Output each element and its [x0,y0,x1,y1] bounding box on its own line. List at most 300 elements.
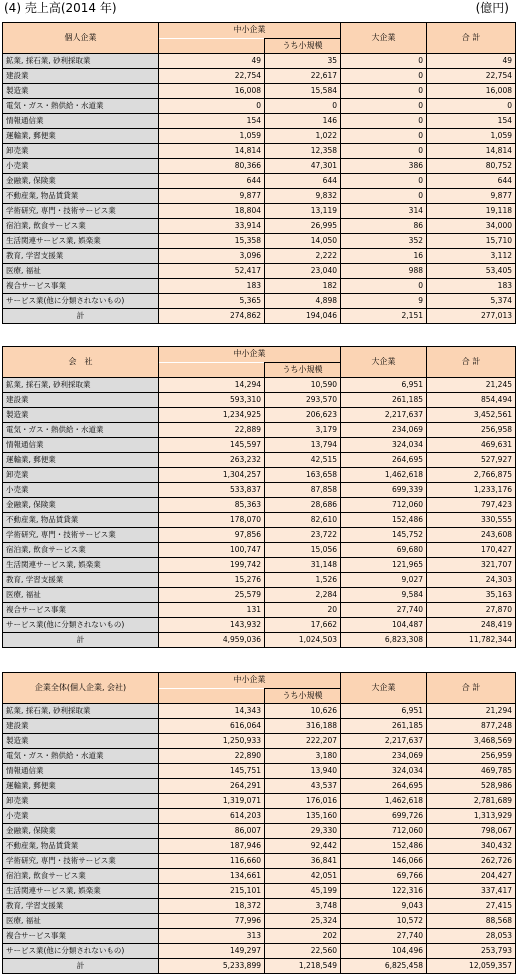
small-scale-value: 135,160 [265,809,341,824]
table-row [3,839,516,854]
total-value: 797,423 [427,498,516,513]
large-value: 324,034 [341,764,427,779]
small-scale-value: 206,623 [265,408,341,423]
large-value: 261,185 [341,719,427,734]
sme-value: 14,343 [159,704,265,719]
large-value: 712,060 [341,824,427,839]
total-value: 88,568 [427,914,516,929]
industry-name: 生活関連サービス業, 娯楽業 [3,234,159,249]
large-value: 0 [341,114,427,129]
industry-name: 情報通信業 [3,438,159,453]
large-header: 大企業 [341,347,427,378]
total-header: 合 計 [427,347,516,378]
sme-value: 199,742 [159,558,265,573]
small-scale-value: 35 [265,54,341,69]
industry-name: 鉱業, 採石業, 砂利採取業 [3,378,159,393]
industry-name: 金融業, 保険業 [3,498,159,513]
industry-name: 情報通信業 [3,114,159,129]
grand-total: 11,782,344 [427,633,516,648]
large-value: 324,034 [341,438,427,453]
header-row [3,23,516,39]
total-value: 27,870 [427,603,516,618]
sme-value: 263,232 [159,453,265,468]
industry-name: 金融業, 保険業 [3,174,159,189]
small-scale-value: 87,858 [265,483,341,498]
table-row [3,264,516,279]
large-value: 2,217,637 [341,734,427,749]
small-scale-value: 23,722 [265,528,341,543]
grand-total: 277,013 [427,309,516,324]
total-value: 1,313,929 [427,809,516,824]
total-value: 321,707 [427,558,516,573]
industry-name: 生活関連サービス業, 娯楽業 [3,884,159,899]
sme-value: 1,234,925 [159,408,265,423]
small-scale-value: 1,526 [265,573,341,588]
industry-name: 複合サービス事業 [3,929,159,944]
large-value: 1,462,618 [341,794,427,809]
total-value: 243,608 [427,528,516,543]
sme-value: 97,856 [159,528,265,543]
small-scale-value: 3,179 [265,423,341,438]
large-value: 988 [341,264,427,279]
industry-name: 建設業 [3,69,159,84]
sme-value: 116,660 [159,854,265,869]
small-scale-total: 194,046 [265,309,341,324]
industry-name: 製造業 [3,408,159,423]
large-value: 0 [341,69,427,84]
table-row [3,69,516,84]
sme-value: 33,914 [159,219,265,234]
small-scale-value: 293,570 [265,393,341,408]
total-value: 35,163 [427,588,516,603]
sme-total: 274,862 [159,309,265,324]
large-value: 6,951 [341,378,427,393]
table-row [3,114,516,129]
small-scale-value: 43,537 [265,779,341,794]
page-title: (4) 売上高(2014 年) [4,1,117,15]
sme-total: 5,233,899 [159,959,265,974]
table-row [3,393,516,408]
total-value: 0 [427,99,516,114]
industry-name: 小売業 [3,159,159,174]
sme-value: 143,932 [159,618,265,633]
sme-value: 15,358 [159,234,265,249]
large-value: 0 [341,174,427,189]
total-value: 340,432 [427,839,516,854]
large-value: 69,766 [341,869,427,884]
table-row [3,573,516,588]
industry-name: 複合サービス事業 [3,279,159,294]
total-value: 256,959 [427,749,516,764]
large-value: 9,027 [341,573,427,588]
small-scale-value: 3,180 [265,749,341,764]
sme-value: 644 [159,174,265,189]
table-row [3,809,516,824]
total-value: 16,008 [427,84,516,99]
total-value: 262,726 [427,854,516,869]
sme-value: 1,319,071 [159,794,265,809]
large-value: 0 [341,129,427,144]
total-value: 3,452,561 [427,408,516,423]
small-scale-value: 92,442 [265,839,341,854]
total-value: 21,294 [427,704,516,719]
small-scale-value: 15,056 [265,543,341,558]
large-value: 9 [341,294,427,309]
large-value: 145,752 [341,528,427,543]
table-row [3,279,516,294]
total-value: 2,781,689 [427,794,516,809]
total-value: 2,766,875 [427,468,516,483]
industry-name: 卸売業 [3,468,159,483]
small-scale-header: うち小規模 [265,39,341,54]
industry-name: 運輸業, 郵便業 [3,453,159,468]
large-value: 386 [341,159,427,174]
sme-header-blank [159,39,265,54]
large-value: 0 [341,144,427,159]
large-value: 234,069 [341,423,427,438]
unit-label: (億円) [475,1,509,15]
sme-value: 14,294 [159,378,265,393]
small-scale-value: 25,324 [265,914,341,929]
total-value: 854,494 [427,393,516,408]
total-value: 27,415 [427,899,516,914]
table-row [3,779,516,794]
sme-value: 18,372 [159,899,265,914]
small-scale-value: 13,119 [265,204,341,219]
industry-name: 医療, 福祉 [3,914,159,929]
large-value: 0 [341,99,427,114]
total-value: 19,118 [427,204,516,219]
large-value: 9,043 [341,899,427,914]
large-total: 2,151 [341,309,427,324]
total-value: 22,754 [427,69,516,84]
sme-value: 18,804 [159,204,265,219]
small-scale-value: 644 [265,174,341,189]
total-value: 469,631 [427,438,516,453]
industry-name: 教育, 学習支援業 [3,899,159,914]
table-row [3,234,516,249]
small-scale-value: 13,794 [265,438,341,453]
table-row [3,423,516,438]
large-value: 0 [341,54,427,69]
small-scale-value: 13,940 [265,764,341,779]
small-scale-value: 2,222 [265,249,341,264]
sme-value: 25,579 [159,588,265,603]
small-scale-value: 10,626 [265,704,341,719]
sme-header: 中小企業 [159,673,341,689]
large-total: 6,825,458 [341,959,427,974]
total-value: 527,927 [427,453,516,468]
sme-value: 187,946 [159,839,265,854]
table-row [3,498,516,513]
table-row [3,704,516,719]
industry-name: 電気・ガス・熱供給・水道業 [3,423,159,438]
industry-name: 金融業, 保険業 [3,824,159,839]
total-value: 330,555 [427,513,516,528]
industry-name: 電気・ガス・熱供給・水道業 [3,99,159,114]
industry-name: 学術研究, 専門・技術サービス業 [3,528,159,543]
total-value: 204,427 [427,869,516,884]
data-table [2,22,516,324]
small-scale-value: 47,301 [265,159,341,174]
category-header: 個人企業 [3,23,159,54]
industry-name: 生活関連サービス業, 娯楽業 [3,558,159,573]
small-scale-value: 3,748 [265,899,341,914]
sme-value: 134,661 [159,869,265,884]
table-row [3,749,516,764]
total-value: 24,303 [427,573,516,588]
sme-value: 149,297 [159,944,265,959]
table-row [3,944,516,959]
sme-value: 145,751 [159,764,265,779]
large-value: 16 [341,249,427,264]
small-scale-value: 36,841 [265,854,341,869]
total-row [3,633,516,648]
small-scale-value: 202 [265,929,341,944]
table-row [3,249,516,264]
large-value: 152,486 [341,513,427,528]
large-value: 69,680 [341,543,427,558]
table-row [3,483,516,498]
data-table [2,346,516,648]
sme-value: 313 [159,929,265,944]
sme-value: 22,754 [159,69,265,84]
total-value: 15,710 [427,234,516,249]
large-value: 234,069 [341,749,427,764]
small-scale-value: 10,590 [265,378,341,393]
table-row [3,528,516,543]
table-row [3,294,516,309]
sme-value: 614,203 [159,809,265,824]
total-value: 53,405 [427,264,516,279]
small-scale-header: うち小規模 [265,363,341,378]
total-header: 合 計 [427,23,516,54]
industry-name: 小売業 [3,809,159,824]
industry-name: 運輸業, 郵便業 [3,129,159,144]
total-value: 3,468,569 [427,734,516,749]
total-value: 253,793 [427,944,516,959]
large-total: 6,823,308 [341,633,427,648]
large-value: 1,462,618 [341,468,427,483]
table-row [3,603,516,618]
industry-name: 不動産業, 物品賃貸業 [3,189,159,204]
grand-total: 12,059,357 [427,959,516,974]
large-value: 699,339 [341,483,427,498]
total-value: 1,059 [427,129,516,144]
total-value: 3,112 [427,249,516,264]
industry-name: 医療, 福祉 [3,264,159,279]
industry-name: 製造業 [3,734,159,749]
total-value: 28,053 [427,929,516,944]
sme-value: 131 [159,603,265,618]
table-row [3,824,516,839]
large-header: 大企業 [341,23,427,54]
total-header: 合 計 [427,673,516,704]
small-scale-total: 1,024,503 [265,633,341,648]
total-value: 49 [427,54,516,69]
total-row [3,959,516,974]
table-row [3,794,516,809]
small-scale-value: 15,584 [265,84,341,99]
small-scale-value: 2,284 [265,588,341,603]
table-row [3,84,516,99]
small-scale-value: 4,898 [265,294,341,309]
sme-value: 16,008 [159,84,265,99]
small-scale-value: 20 [265,603,341,618]
category-header: 企業全体(個人企業, 会社) [3,673,159,704]
large-value: 712,060 [341,498,427,513]
table-row [3,174,516,189]
total-value: 34,000 [427,219,516,234]
sme-value: 154 [159,114,265,129]
sme-value: 264,291 [159,779,265,794]
large-value: 6,951 [341,704,427,719]
industry-name: 卸売業 [3,794,159,809]
table-row [3,869,516,884]
small-scale-value: 176,016 [265,794,341,809]
small-scale-value: 82,610 [265,513,341,528]
industry-name: 宿泊業, 飲食サービス業 [3,543,159,558]
total-label: 計 [3,309,159,324]
total-value: 798,067 [427,824,516,839]
table-row [3,144,516,159]
sme-value: 1,059 [159,129,265,144]
header-row [3,347,516,363]
large-value: 9,584 [341,588,427,603]
table-row [3,558,516,573]
large-value: 264,695 [341,453,427,468]
table-row [3,408,516,423]
total-value: 183 [427,279,516,294]
large-value: 104,496 [341,944,427,959]
table-row [3,219,516,234]
total-label: 計 [3,633,159,648]
small-scale-value: 23,040 [265,264,341,279]
industry-name: 製造業 [3,84,159,99]
small-scale-value: 163,658 [265,468,341,483]
small-scale-value: 17,662 [265,618,341,633]
large-value: 699,726 [341,809,427,824]
total-value: 80,752 [427,159,516,174]
small-scale-value: 28,686 [265,498,341,513]
category-header: 会 社 [3,347,159,378]
large-value: 27,740 [341,929,427,944]
small-scale-value: 42,515 [265,453,341,468]
industry-name: 建設業 [3,393,159,408]
table-row [3,468,516,483]
industry-name: サービス業(他に分類されないもの) [3,944,159,959]
small-scale-value: 31,148 [265,558,341,573]
sme-value: 616,064 [159,719,265,734]
industry-name: 建設業 [3,719,159,734]
small-scale-value: 26,995 [265,219,341,234]
table-row [3,734,516,749]
industry-name: 教育, 学習支援業 [3,249,159,264]
industry-name: 宿泊業, 飲食サービス業 [3,869,159,884]
small-scale-value: 22,617 [265,69,341,84]
large-value: 264,695 [341,779,427,794]
large-value: 104,487 [341,618,427,633]
industry-name: 運輸業, 郵便業 [3,779,159,794]
industry-name: 宿泊業, 飲食サービス業 [3,219,159,234]
data-table [2,672,516,974]
table-row [3,543,516,558]
small-scale-value: 182 [265,279,341,294]
table-row [3,764,516,779]
sme-value: 14,814 [159,144,265,159]
total-value: 256,958 [427,423,516,438]
large-value: 86 [341,219,427,234]
sme-value: 215,101 [159,884,265,899]
sme-value: 85,363 [159,498,265,513]
sme-header: 中小企業 [159,23,341,39]
industry-name: 鉱業, 採石業, 砂利採取業 [3,54,159,69]
table-row [3,719,516,734]
sme-header-blank [159,689,265,704]
large-value: 122,316 [341,884,427,899]
industry-name: 医療, 福祉 [3,588,159,603]
sme-value: 22,890 [159,749,265,764]
table-row [3,204,516,219]
sme-value: 80,366 [159,159,265,174]
total-label: 計 [3,959,159,974]
total-row [3,309,516,324]
sme-value: 593,310 [159,393,265,408]
table-row [3,854,516,869]
small-scale-value: 316,188 [265,719,341,734]
industry-name: 情報通信業 [3,764,159,779]
industry-name: 学術研究, 専門・技術サービス業 [3,854,159,869]
sme-header: 中小企業 [159,347,341,363]
header-row [3,673,516,689]
sme-value: 0 [159,99,265,114]
table-row [3,618,516,633]
large-value: 0 [341,189,427,204]
small-scale-value: 42,051 [265,869,341,884]
industry-name: 複合サービス事業 [3,603,159,618]
table-row [3,189,516,204]
sme-value: 533,837 [159,483,265,498]
table-row [3,129,516,144]
table-row [3,929,516,944]
total-value: 644 [427,174,516,189]
table-row [3,159,516,174]
sme-value: 183 [159,279,265,294]
total-value: 9,877 [427,189,516,204]
total-value: 877,248 [427,719,516,734]
industry-name: 学術研究, 専門・技術サービス業 [3,204,159,219]
small-scale-total: 1,218,549 [265,959,341,974]
sme-value: 49 [159,54,265,69]
table-row [3,99,516,114]
sme-value: 86,007 [159,824,265,839]
industry-name: 卸売業 [3,144,159,159]
sme-value: 77,996 [159,914,265,929]
total-value: 5,374 [427,294,516,309]
sme-value: 1,250,933 [159,734,265,749]
industry-name: 教育, 学習支援業 [3,573,159,588]
table-row [3,588,516,603]
large-value: 27,740 [341,603,427,618]
total-value: 170,427 [427,543,516,558]
large-value: 10,572 [341,914,427,929]
small-scale-value: 14,050 [265,234,341,249]
total-value: 469,785 [427,764,516,779]
table-row [3,884,516,899]
sme-value: 100,747 [159,543,265,558]
large-value: 0 [341,279,427,294]
sme-value: 22,889 [159,423,265,438]
